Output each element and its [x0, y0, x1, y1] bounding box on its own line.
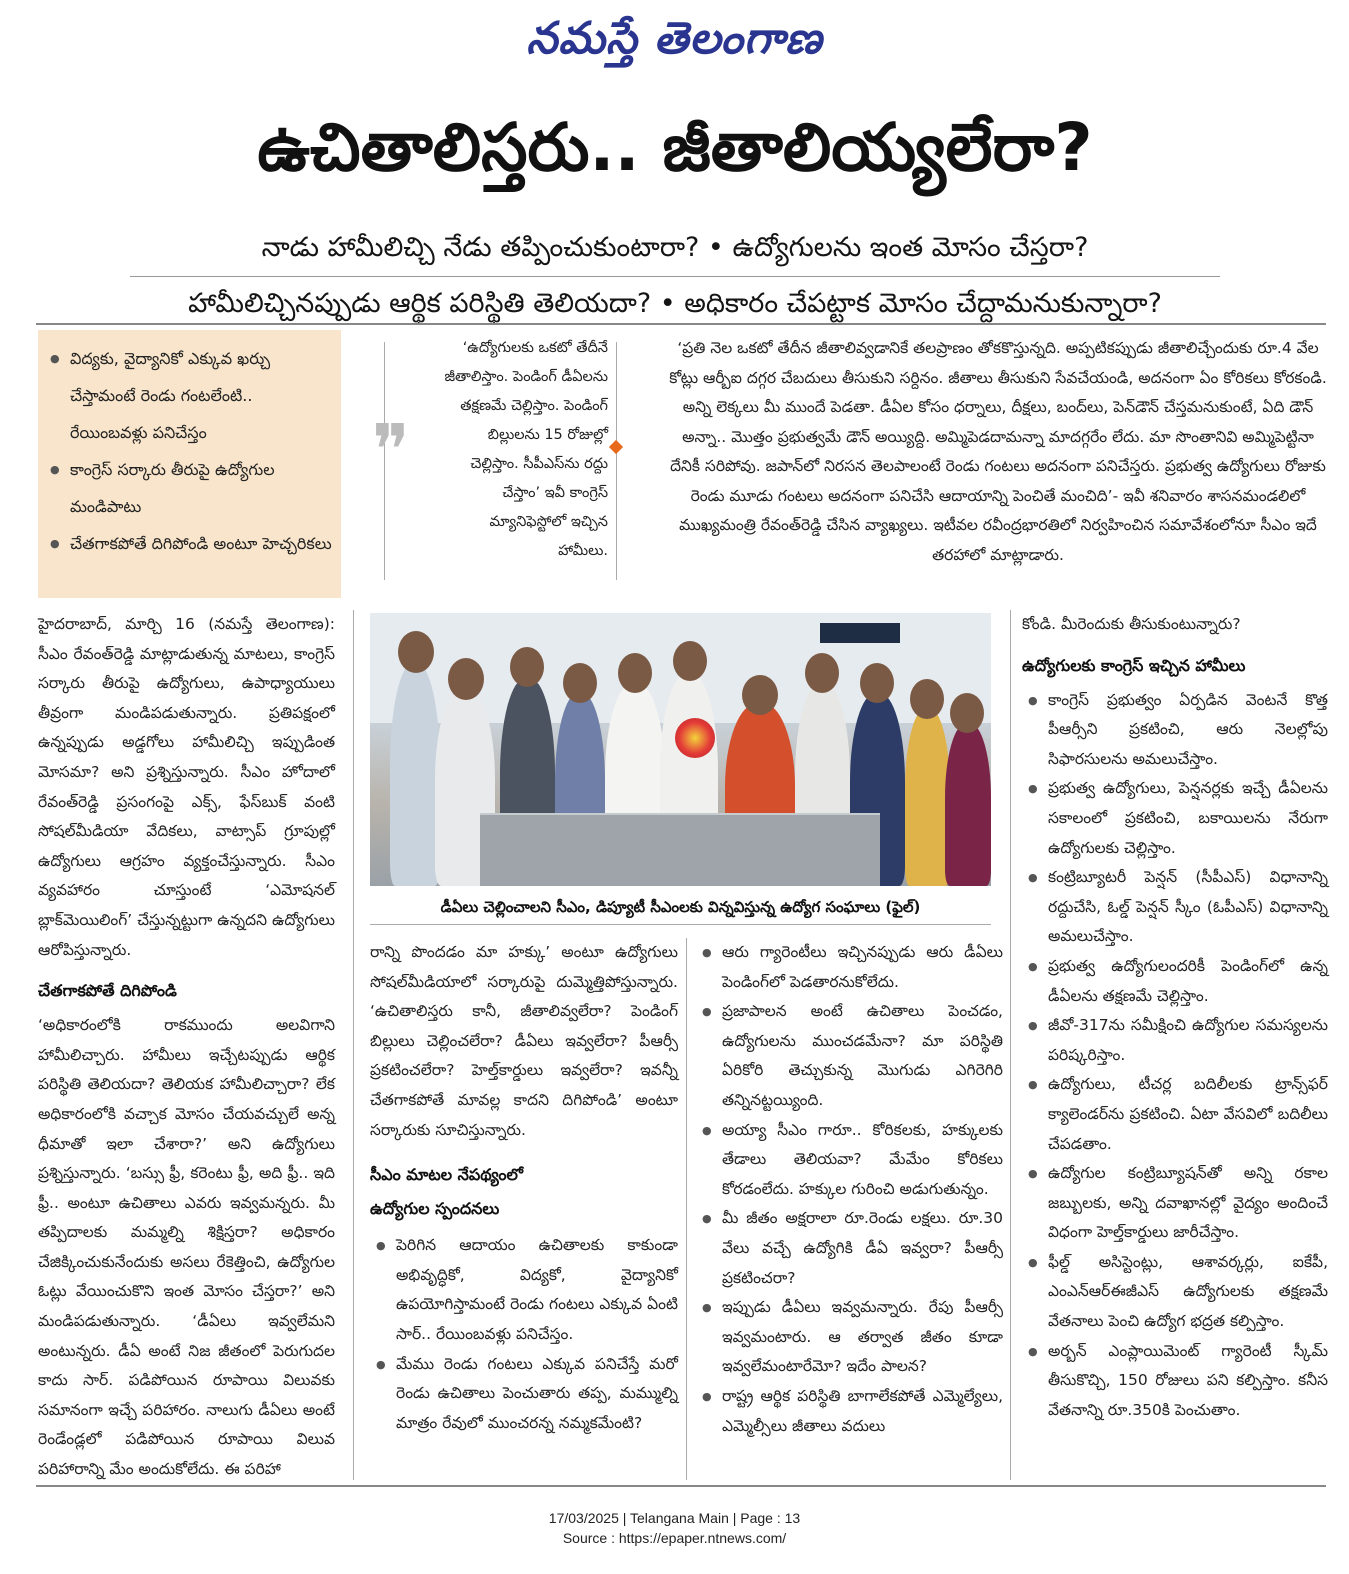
- divider: [36, 1485, 1326, 1487]
- list-item: ● కంట్రిబ్యూటరీ పెన్షన్ (సీపీఎస్) విధానాన్ని రద్దుచేసి, ఓల్డ్ పెన్షన్ స్కీం (ఓపీఎస్) విధానాన్ని అమలుచేస్తాం.: [1022, 863, 1328, 952]
- list-item: ● అర్బన్ ఎంప్లాయిమెంట్ గ్యారెంటీ స్కీమ్ తీసుకొచ్చి, 150 రోజులు పని కల్పిస్తాం. కనీస వేతనాన్ని రూ.350కి పెంచుతాం.: [1022, 1337, 1328, 1426]
- list-item: ● పెరిగిన ఆదాయం ఉచితాలకు కాకుండా అభివృద్ధికో, విద్యకో, వైద్యానికో ఉపయోగిస్తామంటే రెండు గంటలు ఎక్కువ ఏంటి సార్.. రేయింబవళ్లు పనిచేస్తం.: [370, 1231, 678, 1349]
- section-heading: ఉద్యోగుల స్పందనలు: [370, 1199, 500, 1219]
- column-2: [370, 938, 678, 1438]
- highlight-item: ● కాంగ్రెస్ సర్కారు తీరుపై ఉద్యోగుల మండిపాటు: [48, 451, 333, 525]
- body-paragraph: ‘అధికారంలోకి రాకముందు అలవిగాని హామీలిచ్చారు. హామీలు ఇచ్చేటప్పుడు ఆర్థిక పరిస్థితి తెలియదా? తెలియక హామీలిచ్చారా? లేక అధికారంలోకి వచ్చాక మోసం చేయవచ్చులే అన్న ధీమాతో ఇలా చేశారా?’ అని ఉద్యోగులు ప్రశ్నిస్తున్నారు. ‘బస్సు ఫ్రీ, కరెంటు ఫ్రీ, అది ఫ్రీ.. ఇది ఫ్రీ.. అంటూ ఉచితాలు ఎవరు ఇవ్వమన్నరు. మీ తప్పిదాలకు మమ్మల్ని శిక్షిస్తరా? అధికారం చేజిక్కించుకునేందుకు అసలు రేకెత్తించి, ఉద్యోగుల ఓట్లు వేయించుకొని ఇంత మోసం చేస్తరా?’ అని మండిపడుతున్నారు. ‘డీఏలు ఇవ్వలేమని అంటున్నరు. డీఏ అంటే నిజ జీతంలో పెరుగుదల కాదు సార్. పడిపోయిన రూపాయి విలువకు సమానంగా ఇచ్చే పరిహారం. నాలుగు డీఏలు అంటే రెండేండ్లలో పడిపోయిన రూపాయి విలువ పరిహారాన్ని మేం అందుకోలేదు. ఈ పరిహా: [38, 1016, 335, 1479]
- list-item: ● ఆరు గ్యారెంటీలు ఇచ్చినప్పుడు ఆరు డీఏలు పెండింగ్‌లో పెడతారనుకోలేదు.: [696, 938, 1003, 997]
- footer-source-link[interactable]: Source : https://epaper.ntnews.com/: [562, 1530, 787, 1546]
- masthead: నమస్తే తెలంగాణ: [526, 13, 823, 64]
- headline: ఉచితాలిస్తరు.. జీతాలియ్యలేరా?: [257, 109, 1093, 186]
- pull-quote: ‘ఉద్యోగులకు ఒకటో తేదీనే జీతాలిస్తాం. పెండింగ్ డీఏలను తక్షణమే చెల్లిస్తాం. పెండింగ్ బిల్లులను 15 రోజుల్లో చెల్లిస్తాం. సీపీఎస్‌ను రద్దు చేస్తాం’ ఇవీ కాంగ్రెస్ మ్యానిఫెస్టోలో ఇచ్చిన హామీలు.: [444, 340, 608, 559]
- intro-text: ‘ప్రతి నెల ఒకటో తేదీన జీతాలివ్వడానికే తలప్రాణం తోకకొస్తున్నది. అప్పటికప్పుడు జీతాలిచ్చేందుకు రూ.4 వేల కోట్లు ఆర్బీఐ దగ్గర చేబదులు తీసుకుని సర్దినం. జీతాలు తీసుకుని సేవచేయండి, అదనంగా ఏం కోరికలు కోరకండి. అన్ని లెక్కలు మీ ముందే పెడతా. డీఏల కోసం ధర్నాలు, దీక్షలు, బంద్‌లు, పెన్‌డౌన్ చేస్తమనుకుంటే, ఏది డౌన్ అన్నా.. మొత్తం ప్రభుత్వమే డౌన్ అయ్యిద్ది. అమ్మిపెడదామన్నా మాదగ్గరేం లేదు. మా సొంతానివి అమ్మిపెట్టినా దేనికీ సరిపోవు. జపాన్‌లో నిరసన తెలపాలంటే రెండు గంటలు అదనంగా పనిచేస్తరు. ప్రభుత్వ ఉద్యోగులు రోజుకు రెండు మూడు గంటలు అదనంగా పనిచేసి ఆదాయాన్ని పెంచితే మంచిది’- ఇవీ శనివారం శాసనమండలిలో ముఖ్యమంత్రి రేవంత్‌రెడ్డి చేసిన వ్యాఖ్యలు. ఇటీవల రవీంద్రభారతిలో నిర్వహించిన సమావేశంలోనూ సీఎం ఇదే తరహాలో మాట్లాడారు.: [669, 339, 1327, 564]
- highlights-box: [38, 330, 341, 598]
- section-heading: సీఎం మాటల నేపథ్యంలో: [370, 1165, 523, 1185]
- body-paragraph: హైదరాబాద్, మార్చి 16 (నమస్తే తెలంగాణ): సీఎం రేవంత్‌రెడ్డి మాట్లాడుతున్న మాటలు, కాంగ్రెస్ సర్కారు తీరుపై ఉద్యోగులు, ఉపాధ్యాయులు తీవ్రంగా మండిపడుతున్నారు. ప్రతిపక్షంలో ఉన్నప్పుడు అడ్డగోలు హామీలిచ్చి ఇప్పుడింత మోసమా? అని ప్రశ్నిస్తున్నారు. సీఎం హోదాలో రేవంత్‌రెడ్డి ప్రసంగంపై ఎక్స్, ఫేస్‌బుక్ వంటి సోషల్‌మీడియా వేదికలు, వాట్సాప్ గ్రూపుల్లో ఉద్యోగులు ఆగ్రహం వ్యక్తంచేస్తున్నారు. సీఎం వ్యవహారం చూస్తుంటే ‘ఎమోషనల్ బ్లాక్‌మెయిలింగ్’ చేస్తున్నట్టుగా ఉన్నదని ఉద్యోగులు ఆరోపిస్తున్నారు.: [38, 615, 335, 959]
- body-paragraph: రాన్ని పొందడం మా హక్కు’ అంటూ ఉద్యోగులు సోషల్‌మీడియాలో సర్కారుపై దుమ్మెత్తిపోస్తున్నారు. ‘ఉచితాలిస్తరు కానీ, జీతాలివ్వలేరా? పెండింగ్ బిల్లులు చెల్లించలేరా? డీఏలు ఇవ్వలేరా? పీఆర్సీ ప్రకటించలేరా? హెల్త్‌కార్డులు ఇవ్వలేరా? ఇవన్నీ చేతగాకపోతే మావల్ల కాదని దిగిపోండి’ అంటూ సర్కారుకు సూచిస్తున్నారు.: [370, 943, 678, 1139]
- highlight-item: ● విద్యకు, వైద్యానికో ఎక్కువ ఖర్చు చేస్తామంటే రెండు గంటలేంటి.. రేయింబవళ్లు పనిచేస్తం: [48, 340, 333, 451]
- divider: [130, 276, 1220, 277]
- divider: [353, 610, 354, 1480]
- photo-caption: డీఏలు చెల్లించాలని సీఎం, డిప్యూటీ సీఎంలకు విన్నవిస్తున్న ఉద్యోగ సంఘాలు (ఫైల్): [440, 898, 921, 916]
- subheadline-1: నాడు హామీలిచ్చి నేడు తప్పించుకుంటారా? • ఉద్యోగులను ఇంత మోసం చేస్తరా?: [261, 232, 1089, 263]
- divider: [686, 938, 687, 1480]
- list-item: ● ప్రభుత్వ ఉద్యోగులందరికీ పెండింగ్‌లో ఉన్న డీఏలను తక్షణమే చెల్లిస్తాం.: [1022, 952, 1328, 1011]
- footer-date-line: 17/03/2025 | Telangana Main | Page : 13: [548, 1510, 801, 1526]
- divider: [370, 924, 991, 925]
- divider: [36, 323, 1326, 325]
- list-item: ● మీ జీతం అక్షరాలా రూ.రెండు లక్షలు. రూ.30 వేలు వచ్చే ఉద్యోగికి డీఏ ఇవ్వరా? పీఆర్సీ ప్రకటించరా?: [696, 1204, 1003, 1293]
- list-item: ● ఇప్పుడు డీఏలు ఇవ్వమన్నారు. రేపు పీఆర్సీ ఇవ్వమంటారు. ఆ తర్వాత జీతం కూడా ఇవ్వలేమంటారేమో? ఇదేం పాలన?: [696, 1293, 1003, 1382]
- list-item: ● ఉద్యోగుల కంట్రిబ్యూషన్‌తో అన్ని రకాల జబ్బులకు, అన్ని దవాఖానల్లో వైద్యం అందించే విధంగా హెల్త్‌కార్డులు జారీచేస్తాం.: [1022, 1159, 1328, 1248]
- subheadline-2: హామీలిచ్చినప్పుడు ఆర్థిక పరిస్థితి తెలియదా? • అధికారం చేపట్టాక మోసం చేద్దామనుకున్నారా?: [188, 288, 1162, 319]
- news-photo: [370, 613, 991, 886]
- list-item: ● ప్రజాపాలన అంటే ఉచితాలు పెంచడం, ఉద్యోగులను ముంచడమేనా? మా పరిస్థితి ఏరికోరి తెచ్చుకున్న మొగుడు ఎగిరెగిరి తన్నినట్టయ్యింది.: [696, 997, 1003, 1115]
- column-4: [1022, 610, 1328, 1425]
- section-heading: ఉద్యోగులకు కాంగ్రెస్ ఇచ్చిన హామీలు: [1022, 655, 1246, 675]
- screen-icon: [820, 623, 900, 643]
- list-item: ● మేము రెండు గంటలు ఎక్కువ పనిచేస్తే మరో రెండు ఉచితాలు పెంచుతారు తప్ప, మమ్ముల్ని మాత్రం రేవులో ముంచరన్న నమ్మకమేంటి?: [370, 1350, 678, 1439]
- quote-mark-icon: ❞: [372, 409, 410, 491]
- divider: [616, 342, 617, 580]
- diamond-icon: [609, 440, 623, 454]
- column-3: [696, 938, 1003, 1441]
- bouquet-icon: [675, 718, 715, 758]
- list-item: ● ఉద్యోగులు, టీచర్ల బదిలీలకు ట్రాన్స్‌ఫర్ క్యాలెండర్‌ను ప్రకటించి. ఏటా వేసవిలో బదిలీలు చేపడతాం.: [1022, 1070, 1328, 1159]
- list-item: ● అయ్యా సీఎం గారూ.. కోరికలకు, హక్కులకు తేడాలు తెలియవా? మేమేం కోరికలు కోరడంలేదు. హక్కుల గురించి అడుగుతున్నం.: [696, 1116, 1003, 1205]
- footer: [0, 1508, 1349, 1548]
- list-item: ● ఫీల్డ్ అసిస్టెంట్లు, ఆశావర్కర్లు, ఐకేపీ, ఎంఎన్‌ఆర్‌ఈజీఎస్ ఉద్యోగులకు తక్షణమే వేతనాలు పెంచి ఉద్యోగ భద్రత కల్పిస్తాం.: [1022, 1248, 1328, 1337]
- divider: [1010, 610, 1011, 1480]
- list-item: ● రాష్ట్ర ఆర్థిక పరిస్థితి బాగాలేకపోతే ఎమ్మెల్యేలు, ఎమ్మెల్సీలు జీతాలు వదులు: [696, 1382, 1003, 1441]
- body-paragraph: కోండి. మీరెందుకు తీసుకుంటున్నారు?: [1022, 615, 1241, 633]
- highlight-item: ● చేతగాకపోతే దిగిపోండి అంటూ హెచ్చరికలు: [48, 525, 333, 562]
- list-item: ● జీవో-317ను సమీక్షించి ఉద్యోగుల సమస్యలను పరిష్కరిస్తాం.: [1022, 1011, 1328, 1070]
- list-item: ● ప్రభుత్వ ఉద్యోగులు, పెన్షనర్లకు ఇచ్చే డీఏలను సకాలంలో ప్రకటించి, బకాయిలను నేరుగా ఉద్యోగులకు చెల్లిస్తాం.: [1022, 774, 1328, 863]
- section-heading: చేతగాకపోతే దిగిపోండి: [38, 981, 177, 1001]
- column-1: [38, 610, 335, 1485]
- list-item: ● కాంగ్రెస్ ప్రభుత్వం ఏర్పడిన వెంటనే కొత్త పీఆర్సీని ప్రకటించి, ఆరు నెలల్లోపు సిఫారసులను అమలుచేస్తాం.: [1022, 686, 1328, 775]
